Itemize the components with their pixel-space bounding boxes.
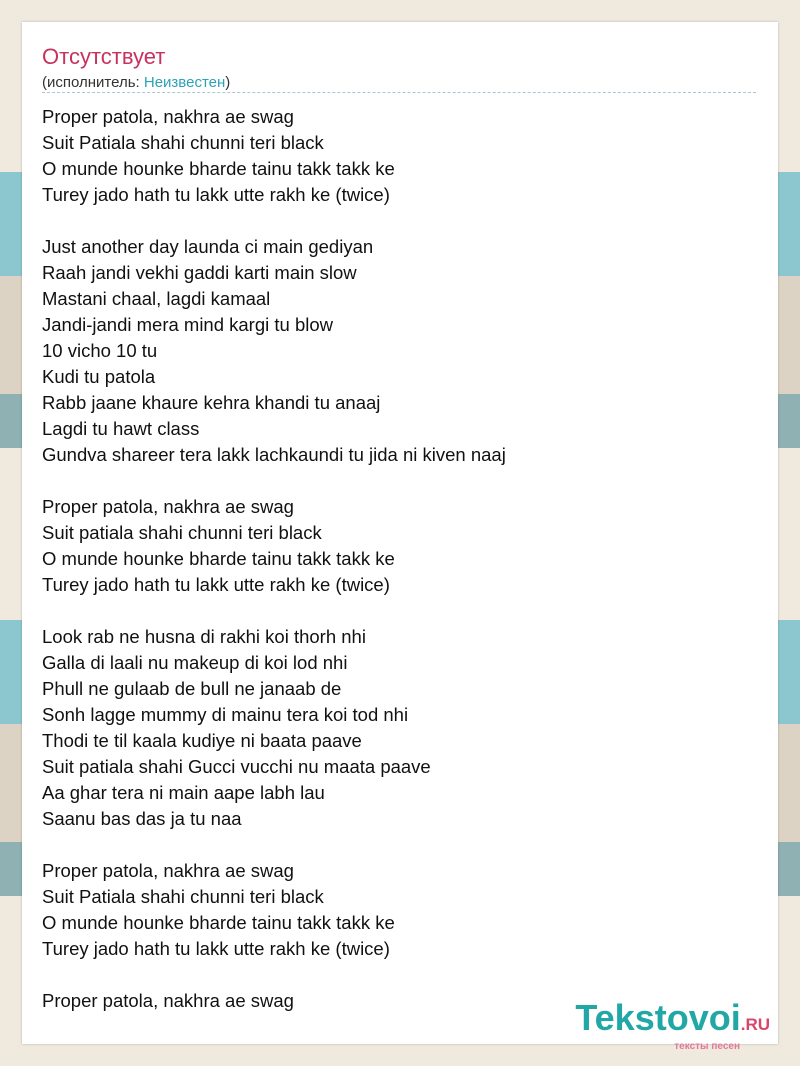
lyric-line: Jandi-jandi mera mind kargi tu blow <box>42 314 333 335</box>
lyric-line: Phull ne gulaab de bull ne janaab de <box>42 678 342 699</box>
lyric-line: Look rab ne husna di rakhi koi thorh nhi <box>42 626 366 647</box>
lyric-blank-line <box>42 598 506 624</box>
lyric-line: Suit Patiala shahi chunni teri black <box>42 132 324 153</box>
artist-line <box>42 74 230 91</box>
lyric-blank-line <box>42 832 506 858</box>
lyric-line: Proper patola, nakhra ae swag <box>42 860 294 881</box>
artist-link[interactable]: Неизвестен <box>143 74 226 91</box>
lyric-line: 10 vicho 10 tu <box>42 340 158 361</box>
lyric-line: O munde hounke bharde tainu takk takk ke <box>42 548 395 569</box>
lyric-line: Turey jado hath tu lakk utte rakh ke (twice) <box>42 938 390 959</box>
song-title: Отсутствует <box>42 44 166 69</box>
header-divider <box>42 92 756 93</box>
lyric-line: Aa ghar tera ni main aape labh lau <box>42 782 325 803</box>
lyric-blank-line <box>42 962 506 988</box>
lyric-line: Just another day launda ci main gediyan <box>42 236 374 257</box>
lyrics-text <box>42 104 506 1014</box>
lyric-line: Turey jado hath tu lakk utte rakh ke (twice) <box>42 574 390 595</box>
lyric-line: Proper patola, nakhra ae swag <box>42 106 294 127</box>
lyric-line: O munde hounke bharde tainu takk takk ke <box>42 158 395 179</box>
lyric-line: Suit patiala shahi chunni teri black <box>42 522 322 543</box>
lyric-line: Sonh lagge mummy di mainu tera koi tod nhi <box>42 704 409 725</box>
lyric-line: Thodi te til kaala kudiye ni baata paave <box>42 730 362 751</box>
lyric-line: Suit patiala shahi Gucci vucchi nu maata paave <box>42 756 431 777</box>
lyric-line: Kudi tu patola <box>42 366 156 387</box>
lyric-line: Mastani chaal, lagdi kamaal <box>42 288 271 309</box>
lyric-line: Suit Patiala shahi chunni teri black <box>42 886 324 907</box>
site-logo[interactable] <box>575 997 770 1052</box>
lyric-line: Proper patola, nakhra ae swag <box>42 990 294 1011</box>
lyric-blank-line <box>42 208 506 234</box>
lyric-line: Proper patola, nakhra ae swag <box>42 496 294 517</box>
lyric-line: Turey jado hath tu lakk utte rakh ke (twice) <box>42 184 390 205</box>
lyric-line: O munde hounke bharde tainu takk takk ke <box>42 912 395 933</box>
lyric-line: Rabb jaane khaure kehra khandi tu anaaj <box>42 392 381 413</box>
lyric-line: Raah jandi vekhi gaddi karti main slow <box>42 262 357 283</box>
logo-wordmark: Tekstovoi <box>575 997 741 1038</box>
lyric-line: Galla di laali nu makeup di koi lod nhi <box>42 652 348 673</box>
lyric-line: Lagdi tu hawt class <box>42 418 200 439</box>
lyric-line: Gundva shareer tera lakk lachkaundi tu jida ni kiven naaj <box>42 444 506 465</box>
artist-prefix: (исполнитель: <box>42 74 144 91</box>
lyric-blank-line <box>42 468 506 494</box>
lyrics-card <box>22 22 778 1044</box>
lyric-line: Saanu bas das ja tu naa <box>42 808 242 829</box>
artist-suffix: ) <box>225 74 231 91</box>
logo-tagline: тексты песен <box>674 1041 740 1052</box>
logo-tld: .RU <box>740 1015 770 1034</box>
